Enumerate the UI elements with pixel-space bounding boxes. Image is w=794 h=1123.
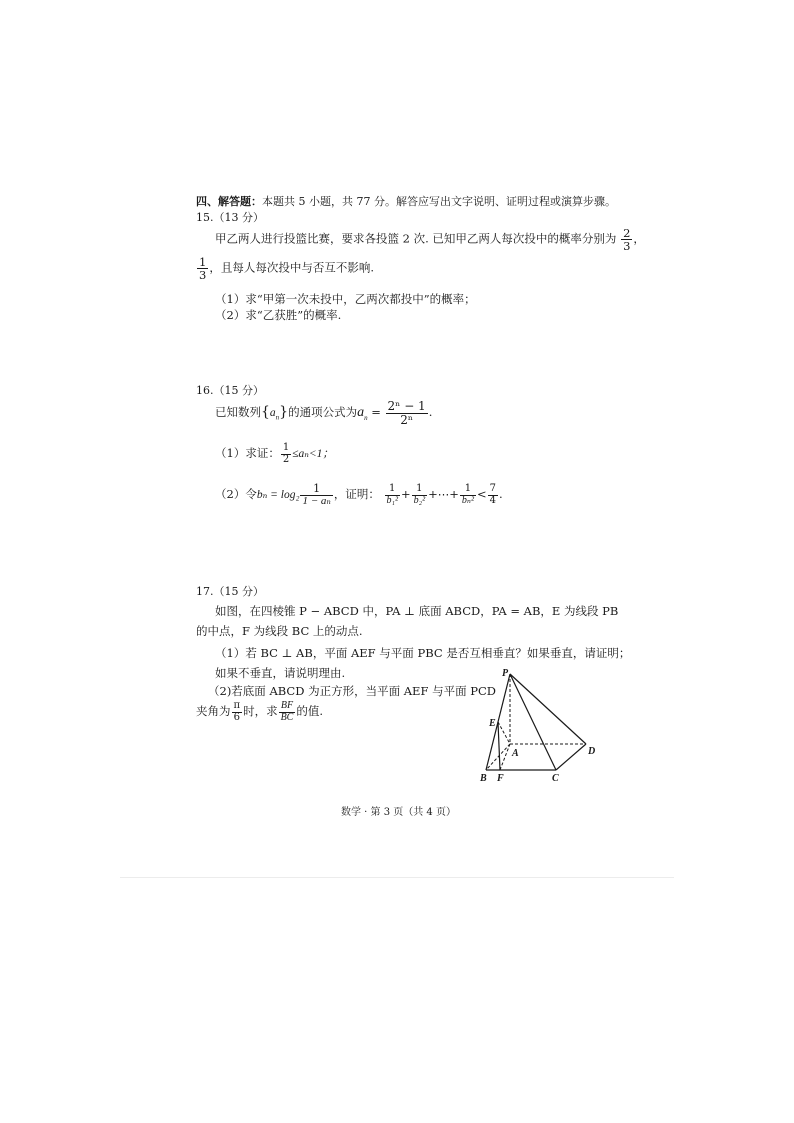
q16-part2-b: bₙ = log₂ — [256, 489, 300, 502]
q15-part1: （1）求“甲第一次未投中，乙两次都投中”的概率； — [215, 292, 476, 306]
q15-prob-yi — [197, 256, 208, 281]
label-b: B — [480, 773, 487, 784]
q17-part2b-tail: 的值. — [296, 704, 324, 718]
q15-prob-yi-den: 3 — [199, 268, 207, 283]
q16-seven-quarters — [488, 484, 498, 506]
q16-part2-label: （2）令 — [215, 487, 257, 502]
section-title: 四、解答题： — [196, 195, 262, 208]
q16-term1-num: 1 — [385, 484, 400, 496]
edge-ea — [498, 722, 510, 744]
q15-prob-jia-den: 3 — [623, 239, 631, 254]
section-header — [196, 193, 616, 209]
q16-log-fraction — [300, 483, 332, 507]
q15-line2-text: ，且每人每次投中与否互不影响. — [209, 260, 374, 275]
q17-ratio — [279, 701, 296, 723]
q16-general-term — [386, 400, 428, 426]
label-a: A — [512, 748, 519, 759]
q16-plus: + — [400, 487, 411, 502]
q17-part2b — [196, 701, 323, 723]
q15-line2 — [196, 256, 374, 281]
q17-header: 17.（15 分） — [196, 585, 264, 598]
pyramid-figure — [470, 664, 600, 788]
q16-part2: （2）令bₙ = log₂ $\frac{1}{\text{1 − aₙ}}$ ，证明： $\frac{1}{\text{b₁²}}$ + $\frac{1}{\text{b₂²}}$ +⋯+ $\frac{1}{\text{bₙ²}}$ < $\frac{7}{4}$ . — [215, 482, 503, 507]
q16-part1-label: （1）求证： — [215, 446, 280, 460]
q16-intro-mid: 的通项公式为 — [288, 405, 358, 420]
q16-part1-math: ≤aₙ<1； — [292, 448, 334, 460]
q17-part2a: （2)若底面 ABCD 为正方形，当平面 AEF 与平面 PCD — [208, 684, 497, 698]
q15-line1: 甲乙两人进行投篮比赛，要求各投篮 2 次. 已知甲乙两人每次投中的概率分别为 $\frac{2}{3}$ ， — [215, 226, 645, 254]
q17-part1a: （1）若 BC ⊥ AB，平面 AEF 与平面 PBC 是否互相垂直？如果垂直，请证明； — [215, 646, 631, 660]
q17-part1b: 如果不垂直，请说明理由. — [215, 666, 346, 680]
q17-part2b-pre: 夹角为 — [196, 704, 231, 718]
q15-prob-jia-num: 2 — [623, 226, 631, 240]
q17-pi: π — [233, 700, 241, 711]
q17-six: 6 — [233, 711, 240, 723]
label-c: C — [552, 773, 559, 784]
q16-intro: 已知数列$\{a_n\}$的通项公式为$a_n$ = $\frac{\text{2ⁿ − 1}}{\text{2ⁿ}}$ . — [215, 399, 433, 427]
q17-angle — [232, 701, 243, 723]
q16-term2-den: b₂² — [413, 494, 426, 506]
q16-part2-mid: ，证明： — [333, 487, 380, 502]
page-divider — [120, 877, 674, 878]
q16-formula-num: 2ⁿ − 1 — [387, 399, 426, 413]
edge-pd — [510, 674, 586, 744]
label-p: P — [502, 668, 509, 679]
q16-termn-den: bₙ² — [461, 494, 474, 506]
q15-header: 15.（13 分） — [196, 211, 264, 224]
q16-half-den: 2 — [282, 453, 290, 465]
page-footer: 数学 · 第 3 页（共 4 页） — [341, 807, 456, 818]
q17-bf: BF — [279, 701, 296, 713]
q16-half — [281, 443, 291, 465]
q16-term2-num: 1 — [412, 484, 427, 496]
q16-four: 4 — [489, 494, 496, 506]
q15-prob-yi-num: 1 — [199, 255, 207, 269]
q17-line2: 的中点，F 为线段 BC 上的动点. — [196, 624, 363, 638]
q16-term-1 — [385, 484, 400, 506]
q16-seven: 7 — [489, 483, 496, 495]
q16-termn-num: 1 — [460, 484, 476, 496]
label-f: F — [497, 773, 504, 784]
q15-line1-text: 甲乙两人进行投篮比赛，要求各投篮 2 次. 已知甲乙两人每次投中的概率分别为 — [215, 231, 617, 246]
label-e: E — [489, 718, 496, 729]
q16-dots: +⋯+ — [428, 487, 459, 502]
q16-part1 — [215, 443, 334, 465]
q16-intro-pre: 已知数列 — [215, 405, 261, 420]
q17-part2b-mid: 时，求 — [243, 704, 278, 718]
q16-term-2 — [412, 484, 427, 506]
edge-ef — [498, 722, 500, 770]
q15-prob-jia — [621, 227, 632, 252]
q17-line1: 如图，在四棱锥 P − ABCD 中，PA ⊥ 底面 ABCD，PA = AB，E 为线段 PB — [215, 604, 619, 618]
q15-part2: （2）求“乙获胜”的概率. — [215, 308, 342, 322]
q16-formula-den: 2ⁿ — [400, 412, 414, 427]
q16-log-num: 1 — [300, 483, 332, 496]
q17-bc: BC — [280, 711, 294, 723]
q16-header: 16.（15 分） — [196, 384, 264, 397]
section-description: 本题共 5 小题，共 77 分。解答应写出文字说明、证明过程或演算步骤。 — [262, 195, 616, 208]
edge-cd — [556, 744, 586, 770]
label-d: D — [588, 746, 596, 757]
edge-fa — [500, 744, 510, 770]
q16-term1-den: b₁² — [386, 494, 398, 506]
q16-half-num: 1 — [282, 442, 290, 453]
q16-log-den: 1 − aₙ — [302, 494, 331, 507]
q16-term-n — [460, 484, 476, 506]
q16-less-than: < — [476, 487, 487, 502]
